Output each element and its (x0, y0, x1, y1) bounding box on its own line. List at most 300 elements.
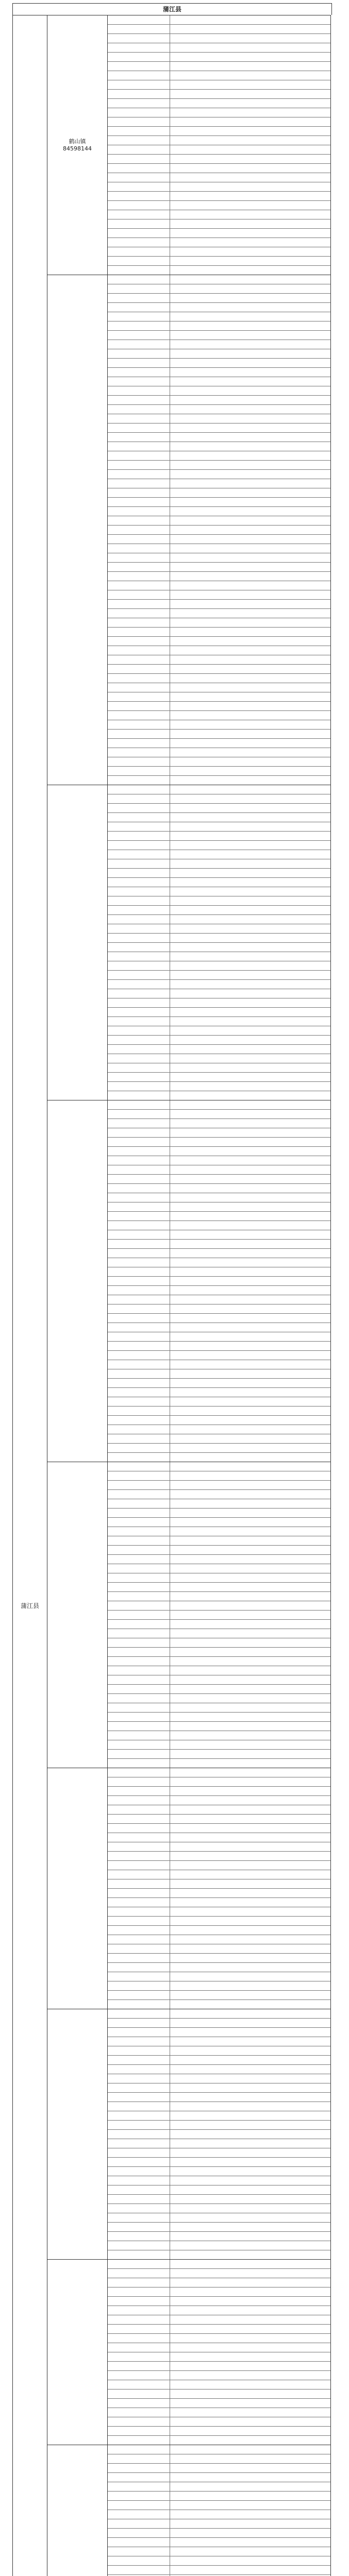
village-row (108, 730, 330, 739)
village-phone (170, 201, 330, 210)
village-row (108, 674, 330, 683)
village-name (108, 776, 170, 785)
village-row (108, 2204, 330, 2213)
village-phone (170, 1518, 330, 1527)
village-row (108, 2111, 330, 2121)
village-name (108, 2158, 170, 2166)
village-row (108, 1898, 330, 1907)
village-row (108, 2334, 330, 2343)
village-name (108, 1008, 170, 1016)
village-name (108, 284, 170, 293)
village-name (108, 2139, 170, 2148)
village-phone (170, 1731, 330, 1740)
village-name (108, 628, 170, 636)
village-phone (170, 1036, 330, 1044)
town-label-cell (47, 1100, 108, 1462)
village-phone (170, 1787, 330, 1795)
village-name (108, 2185, 170, 2194)
village-phone (170, 2056, 330, 2064)
village-name (108, 1323, 170, 1332)
village-row (108, 563, 330, 572)
village-phone (170, 1082, 330, 1091)
village-phone (170, 294, 330, 302)
village-row (108, 2056, 330, 2065)
village-row (108, 1731, 330, 1740)
village-row (108, 71, 330, 80)
village-name (108, 1833, 170, 1842)
village-phone (170, 2093, 330, 2102)
village-phone (170, 1267, 330, 1276)
village-row (108, 1490, 330, 1499)
village-name (108, 1202, 170, 1211)
village-row (108, 1462, 330, 1471)
village-name (108, 590, 170, 599)
village-row (108, 2436, 330, 2445)
village-row (108, 2362, 330, 2371)
village-row (108, 1156, 330, 1165)
village-list (108, 275, 330, 785)
village-name (108, 377, 170, 386)
village-name (108, 1073, 170, 1081)
village-row (108, 90, 330, 99)
village-row (108, 915, 330, 924)
village-name (108, 2445, 170, 2454)
village-phone (170, 1703, 330, 1712)
village-row (108, 1555, 330, 1564)
village-name (108, 145, 170, 154)
village-name (108, 2519, 170, 2528)
village-name (108, 359, 170, 367)
village-row (108, 2046, 330, 2056)
village-phone (170, 25, 330, 33)
village-row (108, 1147, 330, 1156)
town-label-cell (47, 1462, 108, 1768)
village-phone (170, 219, 330, 228)
village-row (108, 1889, 330, 1898)
village-phone (170, 257, 330, 265)
village-phone (170, 1573, 330, 1582)
village-row (108, 423, 330, 433)
village-phone (170, 62, 330, 71)
village-row (108, 2306, 330, 2315)
village-row (108, 1119, 330, 1128)
village-phone (170, 386, 330, 395)
village-row (108, 2547, 330, 2556)
village-name (108, 99, 170, 108)
village-row (108, 1184, 330, 1193)
village-phone (170, 117, 330, 126)
village-row (108, 1073, 330, 1082)
village-name (108, 2269, 170, 2278)
village-phone (170, 600, 330, 608)
village-phone (170, 1008, 330, 1016)
village-row (108, 2083, 330, 2093)
village-phone (170, 1332, 330, 1341)
village-phone (170, 507, 330, 516)
village-row (108, 414, 330, 423)
village-name (108, 850, 170, 859)
village-row (108, 349, 330, 359)
village-name (108, 257, 170, 265)
village-row (108, 804, 330, 813)
village-name (108, 859, 170, 868)
village-row (108, 906, 330, 915)
village-phone (170, 1230, 330, 1239)
village-name (108, 1759, 170, 1768)
village-name (108, 2260, 170, 2268)
village-row (108, 136, 330, 145)
village-row (108, 1564, 330, 1573)
village-name (108, 2287, 170, 2296)
village-name (108, 878, 170, 887)
village-row (108, 331, 330, 340)
village-row (108, 1815, 330, 1824)
village-name (108, 507, 170, 516)
village-name (108, 1805, 170, 1814)
village-row (108, 155, 330, 164)
village-phone (170, 1091, 330, 1100)
village-row (108, 1314, 330, 1323)
village-name (108, 108, 170, 117)
village-phone (170, 1221, 330, 1230)
village-row (108, 1175, 330, 1184)
village-name (108, 53, 170, 61)
village-name (108, 1230, 170, 1239)
village-row (108, 2167, 330, 2176)
village-name (108, 1184, 170, 1193)
village-row (108, 1425, 330, 1434)
village-name (108, 2065, 170, 2074)
village-name (108, 1991, 170, 1999)
village-phone (170, 2074, 330, 2083)
village-phone (170, 2315, 330, 2324)
village-row (108, 971, 330, 980)
village-name (108, 2315, 170, 2324)
village-phone (170, 2464, 330, 2472)
village-phone (170, 896, 330, 905)
village-name (108, 1842, 170, 1851)
village-phone (170, 776, 330, 785)
village-phone (170, 1601, 330, 1610)
village-row (108, 62, 330, 71)
directory-table (12, 15, 331, 2576)
village-name (108, 2074, 170, 2083)
village-name (108, 368, 170, 377)
town-block (47, 2260, 330, 2445)
village-name (108, 2352, 170, 2361)
village-phone (170, 2510, 330, 2519)
village-row (108, 2538, 330, 2547)
village-row (108, 1444, 330, 1453)
village-row (108, 1991, 330, 2000)
village-phone (170, 164, 330, 173)
village-name (108, 1954, 170, 1962)
village-name (108, 646, 170, 655)
village-row (108, 247, 330, 257)
village-phone (170, 136, 330, 145)
village-row (108, 396, 330, 405)
village-name (108, 989, 170, 998)
village-phone (170, 1249, 330, 1258)
village-name (108, 1861, 170, 1870)
village-row (108, 2074, 330, 2083)
village-name (108, 683, 170, 692)
village-phone (170, 405, 330, 414)
village-row (108, 609, 330, 618)
village-row (108, 2529, 330, 2538)
village-phone (170, 1833, 330, 1842)
village-row (108, 1805, 330, 1815)
village-row (108, 1963, 330, 1972)
village-phone (170, 2009, 330, 2018)
village-name (108, 1555, 170, 1564)
village-row (108, 702, 330, 711)
village-name (108, 461, 170, 469)
village-row (108, 2315, 330, 2325)
village-name (108, 479, 170, 488)
village-row (108, 1110, 330, 1119)
village-phone (170, 2195, 330, 2204)
village-phone (170, 266, 330, 275)
village-row (108, 507, 330, 516)
village-phone (170, 1666, 330, 1675)
village-row (108, 145, 330, 155)
village-list (108, 785, 330, 1100)
village-name (108, 349, 170, 358)
village-row (108, 284, 330, 294)
village-name (108, 192, 170, 200)
village-name (108, 2167, 170, 2176)
village-row (108, 1573, 330, 1583)
village-phone (170, 1165, 330, 1174)
village-phone (170, 1509, 330, 1517)
village-phone (170, 1202, 330, 1211)
village-row (108, 2501, 330, 2510)
village-row (108, 1759, 330, 1768)
village-name (108, 1870, 170, 1879)
village-row (108, 516, 330, 526)
village-name (108, 961, 170, 970)
village-name (108, 1601, 170, 1610)
village-phone (170, 377, 330, 386)
village-name (108, 1564, 170, 1573)
village-phone (170, 71, 330, 80)
village-row (108, 1397, 330, 1406)
village-row (108, 1434, 330, 1444)
village-row (108, 1722, 330, 1731)
village-name (108, 498, 170, 506)
village-phone (170, 1499, 330, 1508)
village-row (108, 1583, 330, 1592)
village-row (108, 1221, 330, 1230)
village-phone (170, 711, 330, 720)
village-name (108, 896, 170, 905)
village-row (108, 2473, 330, 2482)
village-phone (170, 980, 330, 989)
village-name (108, 2408, 170, 2417)
village-name (108, 1824, 170, 1833)
village-row (108, 665, 330, 674)
village-phone (170, 414, 330, 423)
village-phone (170, 1110, 330, 1118)
town-block (47, 1768, 330, 2009)
village-phone (170, 924, 330, 933)
village-phone (170, 563, 330, 571)
village-phone (170, 2297, 330, 2306)
village-phone (170, 2408, 330, 2417)
village-phone (170, 53, 330, 61)
village-row (108, 2482, 330, 2492)
village-name (108, 1972, 170, 1981)
village-name (108, 980, 170, 989)
village-name (108, 572, 170, 581)
village-row (108, 2464, 330, 2473)
village-phone (170, 1629, 330, 1638)
village-row (108, 2269, 330, 2278)
village-phone (170, 192, 330, 200)
village-row (108, 600, 330, 609)
village-row (108, 2176, 330, 2185)
village-phone (170, 303, 330, 312)
village-row (108, 2445, 330, 2454)
village-row (108, 219, 330, 229)
village-phone (170, 618, 330, 627)
village-phone (170, 1926, 330, 1935)
towns-column (47, 15, 330, 2576)
village-name (108, 2046, 170, 2055)
village-name (108, 2130, 170, 2139)
village-name (108, 915, 170, 924)
village-phone (170, 2204, 330, 2213)
village-phone (170, 359, 330, 367)
village-name (108, 906, 170, 914)
village-phone (170, 609, 330, 618)
village-name (108, 423, 170, 432)
village-name (108, 1063, 170, 1072)
village-row (108, 1063, 330, 1073)
village-row (108, 229, 330, 238)
village-phone (170, 1471, 330, 1480)
village-name (108, 563, 170, 571)
village-row (108, 479, 330, 488)
village-row (108, 776, 330, 785)
village-name (108, 321, 170, 330)
village-phone (170, 43, 330, 52)
village-row (108, 34, 330, 43)
village-row (108, 294, 330, 303)
village-phone (170, 516, 330, 525)
village-row (108, 1360, 330, 1369)
village-name (108, 80, 170, 89)
village-phone (170, 1026, 330, 1035)
village-row (108, 2260, 330, 2269)
village-name (108, 1917, 170, 1925)
village-phone (170, 1675, 330, 1684)
village-row (108, 896, 330, 906)
village-row (108, 655, 330, 665)
village-row (108, 1536, 330, 1546)
village-phone (170, 553, 330, 562)
village-phone (170, 1388, 330, 1397)
village-phone (170, 1879, 330, 1888)
village-row (108, 813, 330, 822)
village-row (108, 748, 330, 757)
village-row (108, 1369, 330, 1379)
village-name (108, 2028, 170, 2037)
village-name (108, 1221, 170, 1230)
village-name (108, 2000, 170, 2009)
village-phone (170, 683, 330, 692)
village-row (108, 201, 330, 210)
village-row (108, 2343, 330, 2352)
village-row (108, 2566, 330, 2575)
village-row (108, 1342, 330, 1351)
village-phone (170, 2111, 330, 2120)
village-name (108, 600, 170, 608)
village-list (108, 1100, 330, 1462)
village-row (108, 850, 330, 859)
village-phone (170, 1546, 330, 1554)
village-name (108, 275, 170, 284)
village-row (108, 1277, 330, 1286)
village-name (108, 433, 170, 442)
village-name (108, 1907, 170, 1916)
village-row (108, 2278, 330, 2287)
village-name (108, 2556, 170, 2565)
village-phone (170, 1453, 330, 1462)
village-phone (170, 1954, 330, 1962)
village-row (108, 1258, 330, 1267)
village-name (108, 1388, 170, 1397)
village-phone (170, 321, 330, 330)
village-row (108, 998, 330, 1008)
village-phone (170, 1314, 330, 1323)
village-name (108, 804, 170, 812)
village-name (108, 90, 170, 98)
village-row (108, 1193, 330, 1202)
village-phone (170, 1397, 330, 1406)
village-name (108, 748, 170, 757)
village-row (108, 1787, 330, 1796)
village-row (108, 1611, 330, 1620)
village-phone (170, 368, 330, 377)
village-row (108, 1026, 330, 1036)
village-name (108, 887, 170, 896)
village-row (108, 943, 330, 952)
village-name (108, 155, 170, 163)
village-row (108, 581, 330, 590)
village-name (108, 581, 170, 590)
village-row (108, 1286, 330, 1295)
village-row (108, 1592, 330, 1601)
village-phone (170, 1750, 330, 1758)
village-row (108, 2130, 330, 2139)
village-name (108, 229, 170, 238)
village-name (108, 1082, 170, 1091)
village-phone (170, 841, 330, 850)
village-name (108, 2093, 170, 2102)
village-name (108, 247, 170, 256)
village-name (108, 1657, 170, 1666)
village-phone (170, 1564, 330, 1573)
village-row (108, 2389, 330, 2399)
town-label-cell (47, 275, 108, 785)
village-row (108, 1416, 330, 1425)
village-name (108, 2343, 170, 2352)
village-phone (170, 1648, 330, 1656)
village-phone (170, 1852, 330, 1860)
village-name (108, 739, 170, 748)
